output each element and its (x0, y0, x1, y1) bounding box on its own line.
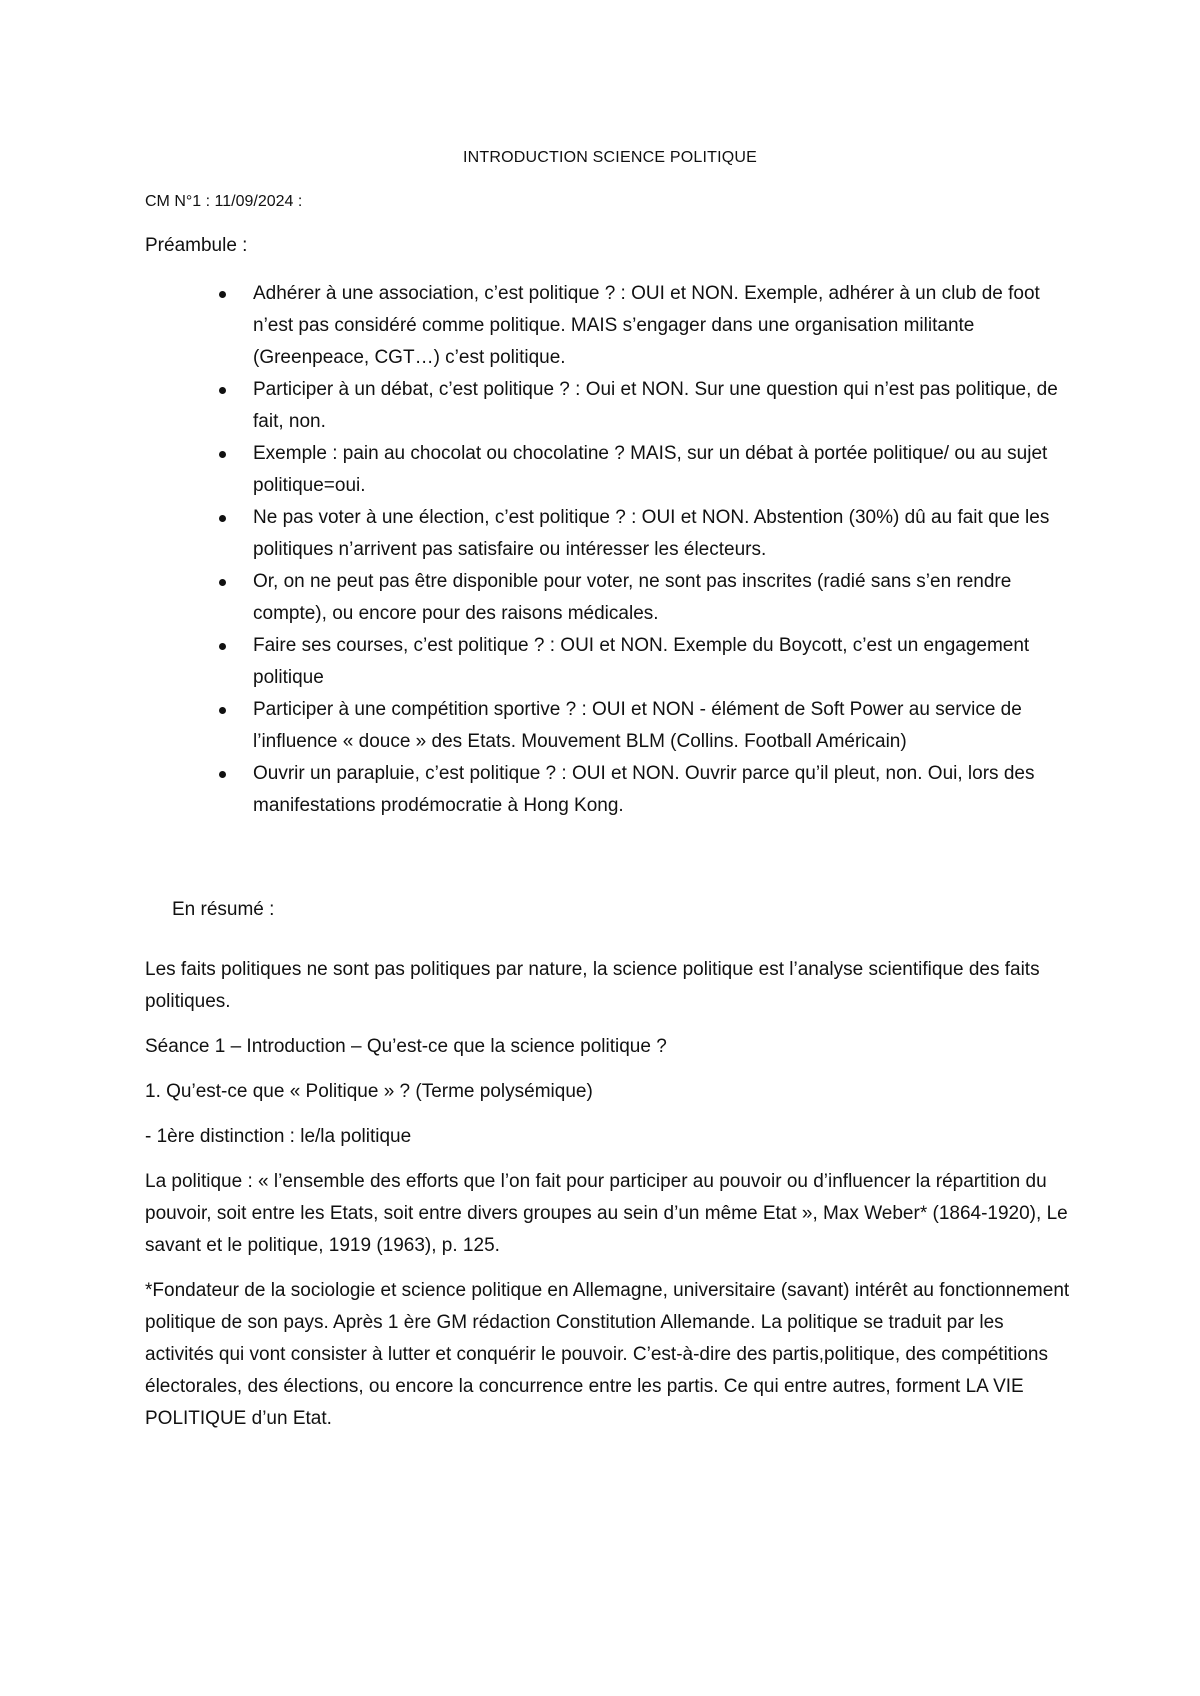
bullet-item (253, 566, 1075, 630)
bullet-text: Ouvrir un parapluie, c’est politique ? : OUI et NON. Ouvrir parce qu’il pleut, non. Oui, lors des manifestations prodémocratie à Hong Kong. (253, 763, 1035, 816)
bullet-item (253, 758, 1075, 822)
bullet-item (253, 278, 1075, 374)
bullet-dot-icon (219, 291, 226, 298)
section-heading: 1. Qu’est-ce que « Politique » ? (Terme polysémique) (145, 1081, 593, 1102)
bullet-text: Exemple : pain au chocolat ou chocolatine ? MAIS, sur un débat à portée politique/ ou au sujet politique=oui. (253, 443, 1048, 496)
bullet-text: Adhérer à une association, c’est politique ? : OUI et NON. Exemple, adhérer à un club de foot n’est pas considéré comme politique. MAIS s’engager dans une organisation militante (Greenpeace, CGT…) c’est politique. (253, 283, 1040, 368)
bullet-item (253, 374, 1075, 438)
bullet-dot-icon (219, 771, 226, 778)
bullet-dot-icon (219, 643, 226, 650)
bullet-item (253, 438, 1075, 502)
preamble-heading: Préambule : (145, 235, 248, 256)
session-title: Séance 1 – Introduction – Qu’est-ce que la science politique ? (145, 1036, 667, 1057)
bullet-item (253, 694, 1075, 758)
summary-heading: En résumé : (172, 899, 275, 920)
bullet-dot-icon (219, 579, 226, 586)
distinction-line: - 1ère distinction : le/la politique (145, 1126, 412, 1147)
bullet-text: Participer à une compétition sportive ? : OUI et NON - élément de Soft Power au service de l’influence « douce » des Etats. Mouvement BLM (Collins. Football Américain) (253, 699, 1022, 752)
course-session-line: CM N°1 : 11/09/2024 : (145, 193, 303, 210)
preamble-bullet-list (145, 278, 1075, 822)
bullet-dot-icon (219, 515, 226, 522)
bullet-text: Faire ses courses, c’est politique ? : OUI et NON. Exemple du Boycott, c’est un engagement politique (253, 635, 1030, 688)
weber-quote-paragraph: La politique : « l’ensemble des efforts que l’on fait pour participer au pouvoir ou d’influencer la répartition du pouvoir, soit entre les Etats, soit entre divers groupes au sein d’un même Etat », Max Weber* (1864-1920), Le savant et le politique, 1919 (1963), p. 125. (145, 1171, 1068, 1256)
bullet-dot-icon (219, 451, 226, 458)
bullet-dot-icon (219, 387, 226, 394)
bullet-item (253, 502, 1075, 566)
bullet-text: Or, on ne peut pas être disponible pour voter, ne sont pas inscrites (radié sans s’en rendre compte), ou encore pour des raisons médicales. (253, 571, 1012, 624)
footnote-paragraph: *Fondateur de la sociologie et science politique en Allemagne, universitaire (savant) intérêt au fonctionnement politique de son pays. Après 1 ère GM rédaction Constitution Allemande. La politique se traduit par les activités qui vont consister à lutter et conquérir le pouvoir. C’est-à-dire des partis,politique, des compétitions électorales, des élections, ou encore la concurrence entre les partis. Ce qui entre autres, forment LA VIE POLITIQUE d’un Etat. (145, 1280, 1070, 1429)
document-content (145, 148, 1075, 1448)
document-title: INTRODUCTION SCIENCE POLITIQUE (462, 149, 758, 166)
summary-paragraph: Les faits politiques ne sont pas politiques par nature, la science politique est l’analyse scientifique des faits politiques. (145, 959, 1040, 1012)
bullet-text: Ne pas voter à une élection, c’est politique ? : OUI et NON. Abstention (30%) dû au fait que les politiques n’arrivent pas satisfaire ou intéresser les électeurs. (253, 507, 1050, 560)
bullet-dot-icon (219, 707, 226, 714)
bullet-item (253, 630, 1075, 694)
bullet-text: Participer à un débat, c’est politique ? : Oui et NON. Sur une question qui n’est pas politique, de fait, non. (253, 379, 1058, 432)
